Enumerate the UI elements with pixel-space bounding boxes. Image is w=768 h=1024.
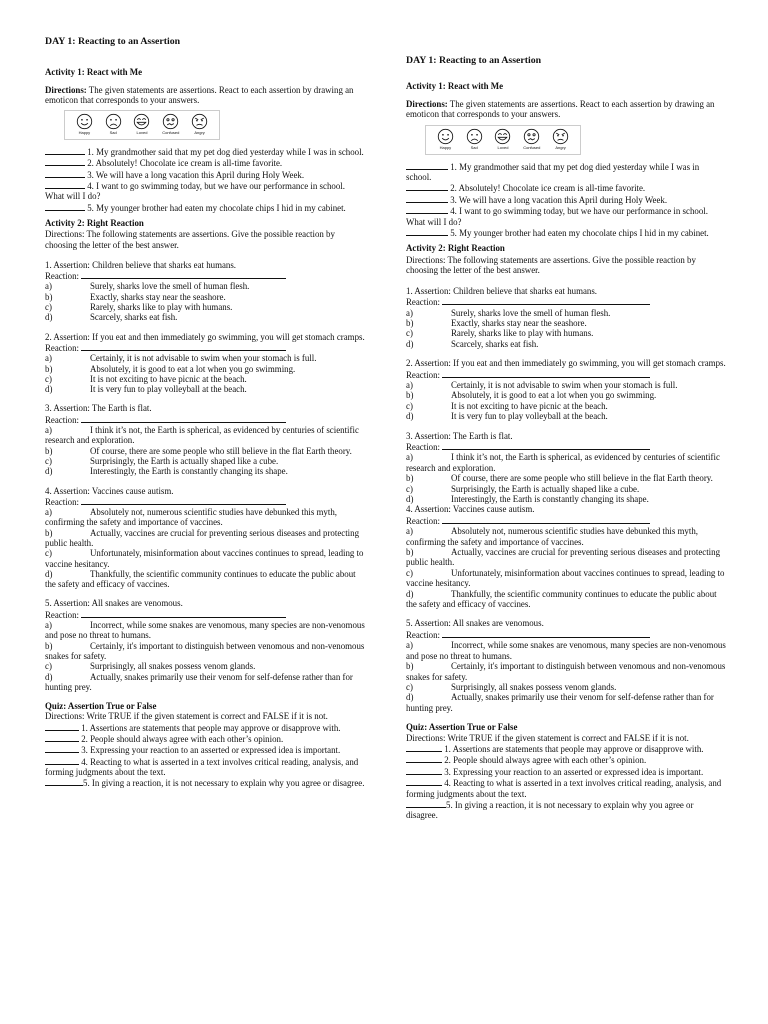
answer-blank[interactable] [406, 777, 442, 786]
answer-option[interactable]: d) Actually, snakes primarily use their venom for self-defense rather than for hunting prey. [45, 671, 353, 692]
quiz-item: 4. Reacting to what is asserted in a text involves critical reading, analysis, and forming judgments about the text. [45, 756, 359, 777]
answer-blank[interactable] [45, 180, 85, 189]
quiz-title: Quiz: Assertion True or False [406, 722, 518, 733]
answer-blank[interactable] [406, 799, 446, 808]
answer-blank[interactable] [406, 766, 442, 775]
happy-face-icon [437, 128, 454, 145]
activity1-title: Activity 1: React with Me [45, 67, 143, 78]
activity1-directions: Directions: The given statements are assertions. React to each assertion by drawing an emoticon that corresponds to your answers. [45, 84, 354, 105]
reaction-line: Reaction: [406, 296, 726, 307]
answer-option[interactable]: b) Absolutely, it is good to eat a lot when you go swimming. [45, 363, 296, 374]
emoticon-loved: Loved [490, 128, 517, 150]
worksheet-right-column [406, 0, 726, 821]
answer-option[interactable]: d) Interestingly, the Earth is constantly changing its shape. [406, 494, 649, 504]
answer-option[interactable]: d) Interestingly, the Earth is constantly changing its shape. [45, 466, 288, 477]
answer-option[interactable]: a) I think it’s not, the Earth is spherical, as evidenced by centuries of scientific research and exploration. [406, 452, 720, 473]
answer-option[interactable]: d) Scarcely, sharks eat fish. [45, 312, 178, 323]
assertion-question: 3. Assertion: The Earth is flat. [406, 430, 513, 441]
answer-blank[interactable] [406, 743, 442, 752]
activity2-directions: Directions: The following statements are assertions. Give the possible reaction by choosing the letter of the best answer. [45, 229, 335, 250]
answer-blank[interactable] [406, 194, 448, 203]
answer-option[interactable]: b) Of course, there are some people who still believe in the flat Earth theory. [406, 473, 713, 484]
assertion-question: 5. Assertion: All snakes are venomous. [45, 598, 183, 609]
answer-blank[interactable] [406, 161, 448, 170]
activity1-item: 3. We will have a long vacation this April during Holy Week. [406, 194, 726, 205]
quiz-item: 4. Reacting to what is asserted in a text involves critical reading, analysis, and forming judgments about the text. [406, 778, 722, 799]
reaction-blank[interactable] [81, 414, 286, 423]
reaction-line: Reaction: [45, 414, 365, 425]
answer-option[interactable]: a) I think it’s not, the Earth is spherical, as evidenced by centuries of scientific research and exploration. [45, 425, 359, 446]
activity1-item: 5. My younger brother had eaten my chocolate chips I hid in my cabinet. [406, 227, 726, 238]
quiz-item: 3. Expressing your reaction to an asserted or expressed idea is important. [406, 766, 726, 777]
quiz-item: 2. People should always agree with each other’s opinion. [406, 754, 726, 765]
answer-option[interactable]: c) It is not exciting to have picnic at the beach. [406, 400, 608, 411]
answer-option[interactable]: b) Exactly, sharks stay near the seashore. [406, 317, 587, 328]
answer-blank[interactable] [45, 756, 79, 765]
activity1-item: 1. My grandmother said that my pet dog died yesterday while I was in school. [45, 146, 365, 157]
quiz-item: 5. In giving a reaction, it is not necessary to explain why you agree or disagree. [45, 777, 365, 788]
sad-face-icon [466, 128, 483, 145]
answer-option[interactable]: d) It is very fun to play volleyball at the beach. [406, 411, 608, 422]
emoticon-legend [425, 125, 581, 155]
assertion-question: 1. Assertion: Children believe that sharks eat humans. [406, 285, 598, 296]
answer-blank[interactable] [45, 722, 79, 731]
activity1-item: 2. Absolutely! Chocolate ice cream is all-time favorite. [406, 182, 726, 193]
assertion-question: 3. Assertion: The Earth is flat. [45, 403, 152, 414]
answer-option[interactable]: c) Unfortunately, misinformation about vaccines continues to spread, leading to vaccine hesitancy. [406, 567, 725, 589]
quiz-directions: Directions: Write TRUE if the given statement is correct and FALSE if it is not. [45, 711, 328, 722]
answer-option[interactable]: b) Absolutely, it is good to eat a lot when you go swimming. [406, 390, 657, 401]
reaction-blank[interactable] [81, 609, 286, 618]
activity1-item: 3. We will have a long vacation this April during Holy Week. [45, 169, 365, 180]
assertion-question: 5. Assertion: All snakes are venomous. [406, 618, 544, 629]
activity1-item: 4. I want to go swimming today, but we have our performance in school. What will I do? [406, 206, 708, 227]
reaction-blank[interactable] [81, 342, 286, 351]
confused-face-icon [162, 113, 179, 130]
confused-face-icon [523, 128, 540, 145]
activity2-title: Activity 2: Right Reaction [406, 243, 505, 254]
loved-face-icon [133, 113, 150, 130]
answer-option[interactable]: d) Thankfully, the scientific community continues to educate the public about the safety and efficacy of vaccines. [45, 568, 356, 590]
emoticon-happy: Happy [432, 128, 459, 150]
quiz-item: 2. People should always agree with each other’s opinion. [45, 733, 365, 744]
answer-option[interactable]: a) Surely, sharks love the smell of human flesh. [45, 281, 250, 292]
reaction-blank[interactable] [442, 296, 650, 305]
quiz-item: 1. Assertions are statements that people may approve or disapprove with. [45, 722, 365, 733]
reaction-blank[interactable] [442, 441, 650, 450]
quiz-item: 3. Expressing your reaction to an asserted or expressed idea is important. [45, 744, 365, 755]
answer-option[interactable]: c) Surprisingly, all snakes possess venom glands. [45, 661, 256, 672]
reaction-line: Reaction: [45, 496, 365, 507]
answer-blank[interactable] [406, 227, 448, 236]
angry-face-icon [191, 113, 208, 130]
loved-face-icon [494, 128, 511, 145]
answer-option[interactable]: c) Rarely, sharks like to play with humans. [45, 302, 233, 313]
answer-option[interactable]: d) Scarcely, sharks eat fish. [406, 338, 539, 349]
answer-option[interactable]: d) Thankfully, the scientific community continues to educate the public about the safety and efficacy of vaccines. [406, 588, 717, 610]
quiz-item: 1. Assertions are statements that people may approve or disapprove with. [406, 743, 726, 754]
sad-face-icon [105, 113, 122, 130]
reaction-line: Reaction: [45, 342, 365, 353]
activity1-item: 5. My younger brother had eaten my chocolate chips I hid in my cabinet. [45, 202, 365, 213]
activity1-item: 2. Absolutely! Chocolate ice cream is all-time favorite. [45, 157, 365, 168]
answer-option[interactable]: d) It is very fun to play volleyball at the beach. [45, 384, 247, 395]
quiz-directions: Directions: Write TRUE if the given statement is correct and FALSE if it is not. [406, 732, 689, 743]
reaction-line: Reaction: [406, 441, 726, 452]
answer-option[interactable]: a) Certainly, it is not advisable to swim when your stomach is full. [45, 353, 317, 364]
answer-blank[interactable] [45, 733, 79, 742]
reaction-blank[interactable] [442, 369, 650, 378]
answer-blank[interactable] [45, 146, 85, 155]
worksheet-left-column [45, 0, 365, 789]
emoticon-angry: Angry [547, 128, 574, 150]
answer-option[interactable]: a) Surely, sharks love the smell of human flesh. [406, 307, 611, 318]
assertion-question: 4. Assertion: Vaccines cause autism. [45, 485, 174, 496]
reaction-blank[interactable] [81, 496, 286, 505]
answer-blank[interactable] [45, 157, 85, 166]
answer-option[interactable]: a) Certainly, it is not advisable to swim when your stomach is full. [406, 379, 678, 390]
activity1-item: 1. My grandmother said that my pet dog died yesterday while I was in school. [406, 161, 700, 183]
reaction-line: Reaction: [406, 515, 726, 526]
answer-option[interactable]: c) Surprisingly, the Earth is actually shaped like a cube. [45, 455, 279, 466]
emoticon-sad: Sad [100, 113, 127, 135]
quiz-title: Quiz: Assertion True or False [45, 701, 157, 712]
answer-option[interactable]: b) Of course, there are some people who still believe in the flat Earth theory. [45, 445, 352, 456]
activity2-title: Activity 2: Right Reaction [45, 217, 144, 228]
answer-option[interactable]: c) Surprisingly, the Earth is actually shaped like a cube. [406, 483, 640, 494]
emoticon-loved: Loved [129, 113, 156, 135]
emoticon-angry: Angry [186, 113, 213, 135]
assertion-question: 4. Assertion: Vaccines cause autism. [406, 504, 535, 515]
answer-option[interactable]: a) Absolutely not, numerous scientific studies have debunked this myth, confirming the safety and importance of vaccines. [406, 526, 698, 547]
emoticon-legend [64, 110, 220, 140]
answer-option[interactable]: b) Certainly, it's important to distinguish between venomous and non-venomous snakes for safety. [406, 661, 726, 682]
emoticon-sad: Sad [461, 128, 488, 150]
reaction-line: Reaction: [406, 629, 726, 640]
page-title: DAY 1: Reacting to an Assertion [406, 55, 542, 66]
answer-option[interactable]: c) It is not exciting to have picnic at the beach. [45, 373, 247, 384]
page-title: DAY 1: Reacting to an Assertion [45, 36, 181, 47]
activity1-item: 4. I want to go swimming today, but we have our performance in school. What will I do? [45, 181, 345, 202]
reaction-blank[interactable] [442, 629, 650, 638]
answer-blank[interactable] [45, 202, 85, 211]
answer-option[interactable]: d) Actually, snakes primarily use their venom for self-defense rather than for hunting prey. [406, 692, 714, 713]
answer-option[interactable]: a) Incorrect, while some snakes are venomous, many species are non-venomous and pose no threat to humans. [45, 620, 365, 641]
answer-option[interactable]: a) Absolutely not, numerous scientific studies have debunked this myth, confirming the safety and importance of vaccines. [45, 507, 337, 528]
emoticon-happy: Happy [71, 113, 98, 135]
reaction-line: Reaction: [45, 609, 365, 620]
reaction-line: Reaction: [45, 270, 365, 281]
quiz-item: 5. In giving a reaction, it is not necessary to explain why you agree or disagree. [406, 799, 694, 821]
answer-option[interactable]: a) Incorrect, while some snakes are venomous, many species are non-venomous and pose no threat to humans. [406, 640, 726, 661]
assertion-question: 2. Assertion: If you eat and then immediately go swimming, you will get stomach cramps. [45, 331, 365, 342]
answer-option[interactable]: c) Unfortunately, misinformation about vaccines continues to spread, leading to vaccine hesitancy. [45, 548, 364, 569]
answer-blank[interactable] [45, 169, 85, 178]
answer-option[interactable]: c) Rarely, sharks like to play with humans. [406, 328, 594, 339]
happy-face-icon [76, 113, 93, 130]
answer-blank[interactable] [45, 744, 79, 753]
answer-option[interactable]: b) Certainly, it's important to distinguish between venomous and non-venomous snakes for safety. [45, 640, 365, 661]
answer-option[interactable]: b) Actually, vaccines are crucial for preventing serious diseases and protecting public health. [406, 547, 721, 568]
reaction-blank[interactable] [81, 270, 286, 279]
answer-blank[interactable] [406, 182, 448, 191]
activity1-title: Activity 1: React with Me [406, 81, 504, 92]
activity1-directions: Directions: The given statements are assertions. React to each assertion by drawing an emoticon that corresponds to your answers. [406, 98, 715, 120]
emoticon-confused: Confused [157, 113, 184, 135]
assertion-question: 2. Assertion: If you eat and then immediately go swimming, you will get stomach cramps. [406, 358, 726, 369]
reaction-line: Reaction: [406, 369, 726, 380]
emoticon-confused: Confused [518, 128, 545, 150]
answer-blank[interactable] [45, 777, 83, 786]
answer-option[interactable]: b) Actually, vaccines are crucial for preventing serious diseases and protecting public health. [45, 527, 360, 548]
answer-option[interactable]: c) Surprisingly, all snakes possess venom glands. [406, 681, 617, 692]
assertion-question: 1. Assertion: Children believe that sharks eat humans. [45, 259, 237, 270]
answer-blank[interactable] [406, 754, 442, 763]
answer-option[interactable]: b) Exactly, sharks stay near the seashore. [45, 291, 226, 302]
angry-face-icon [552, 128, 569, 145]
reaction-blank[interactable] [442, 515, 650, 524]
activity2-directions: Directions: The following statements are assertions. Give the possible reaction by choosing the letter of the best answer. [406, 254, 696, 276]
answer-blank[interactable] [406, 205, 448, 214]
